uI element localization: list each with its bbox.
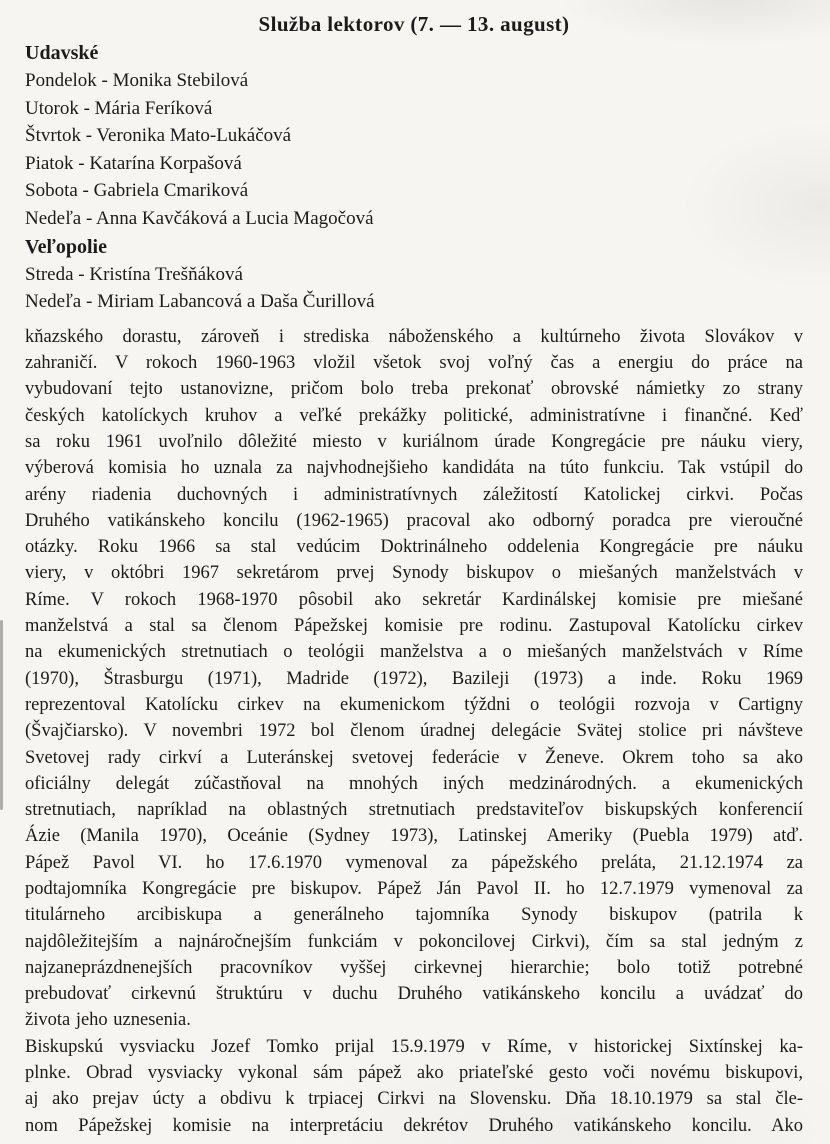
biography-paragraph-2 <box>25 1034 803 1139</box>
schedule-line: Piatok - Katarína Korpašová <box>25 152 242 174</box>
text-line: Ríme. V rokoch 1968-1970 pôsobil ako sekretár Kardinálskej komisie pre miešané <box>25 589 803 610</box>
text-line: oficiálny delegát zúčastňoval na mnohých iných medzinárodných. a ekumenických <box>25 773 803 794</box>
lector-schedule-velopolie <box>25 233 803 316</box>
schedule-line: Nedeľa - Miriam Labancová a Daša Čurillová <box>25 291 375 313</box>
text-line: najzaneprázdnenejších pracovníkov vyššej cirkevnej hierarchie; bolo totiž potrebné <box>25 957 803 978</box>
text-line: sa roku 1961 uvoľnilo dôležité miesto v kuriálnom úrade Kongregácie pre náuku viery, <box>25 431 803 452</box>
text-line: arény riadenia duchovných i administratívnych záležitostí Katolickej cirkvi. Počas <box>25 484 803 505</box>
text-line: Pápež Pavol VI. ho 17.6.1970 vymenoval za pápežského preláta, 21.12.1974 za <box>25 852 803 873</box>
text-line: viery, v októbri 1967 sekretárom prvej Synody biskupov o miešaných manželstvách v <box>25 563 803 584</box>
text-line: zahraničí. V rokoch 1960-1963 vložil všetok svoj voľný čas a energiu do práce na <box>25 353 803 374</box>
text-line: plnke. Obrad vysviacky vykonal sám pápež ako priateľské gesto voči novému biskupovi, <box>25 1063 803 1084</box>
schedule-list-velopolie <box>25 261 803 316</box>
text-line: vybudovaní tejto ustanovizne, pričom bolo treba prekonať obrovské námietky zo strany <box>25 379 803 400</box>
text-line: nom Pápežskej komisie na interpretáciu dekrétov Druhého vatikánskeho koncilu. Ako <box>25 1115 803 1136</box>
schedule-line: Sobota - Gabriela Cmariková <box>25 180 249 202</box>
text-line: Biskupskú vysviacku Jozef Tomko prijal 15.9.1979 v Ríme, v historickej Sixtínskej ka- <box>25 1036 803 1057</box>
schedule-line: Pondelok - Monika Stebilová <box>25 70 249 91</box>
text-line: prebudovať cirkevnú štruktúru v duchu Druhého vatikánskeho koncilu a uvádzať do <box>25 984 803 1005</box>
text-line: života jeho uznesenia. <box>25 1010 191 1031</box>
lector-schedule-udavske <box>25 39 803 233</box>
text-line: českých katolíckych kruhov a veľké prekážky politické, administratívne i finančné. Keď <box>25 405 803 426</box>
text-line: najdôležitejším a najnáročnejším funkciám v pokoncilovej Cirkvi), čím sa stal jedným z <box>25 931 803 952</box>
text-line: Ázie (Manila 1970), Oceánie (Sydney 1973), Latinskej Ameriky (Puebla 1979) atď. <box>25 826 803 847</box>
text-line: Druhého vatikánskeho koncilu (1962-1965) pracoval ako odborný poradca pre vieroučné <box>25 510 803 531</box>
text-line: podtajomníka Kongregácie pre biskupov. Pápež Ján Pavol II. ho 12.7.1979 vymenoval za <box>25 878 803 899</box>
section-heading-velopolie: Veľopolie <box>25 235 107 258</box>
text-line: (Švajčiarsko). V novembri 1972 bol členom úradnej delegácie Svätej stolice pri návšteve <box>25 721 803 742</box>
text-line: kňazského dorastu, zároveň i strediska náboženského a kultúrneho života Slovákov v <box>25 326 803 347</box>
text-line: titulárneho arcibiskupa a generálneho tajomníka Synody biskupov (patrila k <box>25 905 803 926</box>
section-heading-udavske: Udavské <box>25 42 99 64</box>
schedule-line: Nedeľa - Anna Kavčáková a Lucia Magočová <box>25 207 374 229</box>
schedule-list-udavske <box>25 67 803 233</box>
schedule-line: Štvrtok - Veronika Mato-Lukáčová <box>25 125 292 147</box>
biography-paragraph-1 <box>25 324 803 1034</box>
text-line: otázky. Roku 1966 sa stal vedúcim Doktrinálneho oddelenia Kongregácie pre náuku <box>25 537 803 558</box>
text-line: stretnutiach, napríklad na oblastných stretnutiach predstaviteľov biskupských konferencií <box>25 800 803 821</box>
text-line: (1970), Štrasburgu (1971), Madride (1972), Bazileji (1973) a inde. Roku 1969 <box>25 668 803 689</box>
text-line: manželstvá a stal sa členom Pápežskej komisie pre rodinu. Zastupoval Katolícku cirkev <box>25 616 803 637</box>
schedule-line: Streda - Kristína Trešňáková <box>25 263 243 285</box>
text-line: Svetovej rady cirkví a Luteránskej svetovej federácie v Ženeve. Okrem toho sa ako <box>25 747 803 768</box>
biography-text <box>25 324 803 1139</box>
schedule-line: Utorok - Mária Feríková <box>25 97 213 119</box>
text-line: na ekumenických stretnutiach o teológii manželstva a o miešaných manželstvách v Ríme <box>25 642 803 663</box>
text-line: reprezentoval Katolícku cirkev na ekumenickom týždni o teológii rozvoja v Cartigny <box>25 694 803 715</box>
page-title: Služba lektorov (7. — 13. august) <box>258 12 570 36</box>
text-line: aj ako prejav úcty a obdivu k trpiacej Cirkvi na Slovensku. Dňa 18.10.1979 sa stal čle- <box>25 1089 803 1110</box>
text-line: výberová komisia ho uznala za najvhodnejšieho kandidáta na túto funkciu. Tak vstúpil do <box>25 458 803 479</box>
